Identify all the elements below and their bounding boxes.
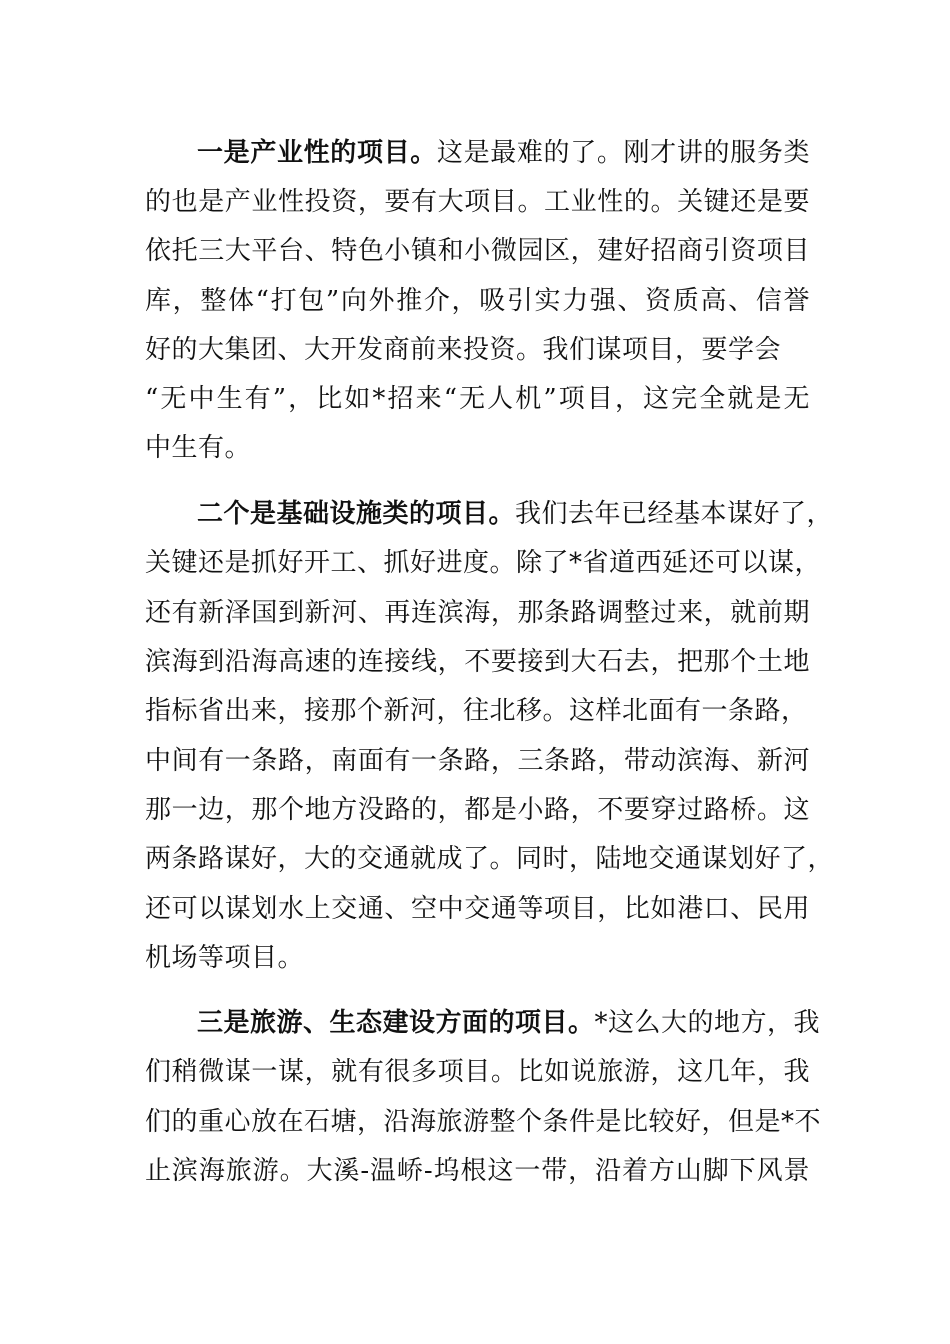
paragraph-1-heading: 一是产业性的项目。 [197, 138, 437, 168]
paragraph-1-line-1 [197, 128, 810, 178]
paragraph-2-line-6: 中间有一条路，南面有一条路，三条路，带动滨海、新河 [145, 746, 810, 776]
paragraph-1-line-3: 依托三大平台、特色小镇和小微园区，建好招商引资项目 [145, 236, 810, 266]
paragraph-1-line-7: 中生有。 [145, 433, 252, 463]
paragraph-2-text: 我们去年已经基本谋好了， [515, 499, 834, 529]
paragraph-1-line-6: “无中生有”，比如*招来“无人机”项目，这完全就是无 [145, 384, 810, 414]
paragraph-2-line-8: 两条路谋好，大的交通就成了。同时，陆地交通谋划好了， [145, 844, 835, 874]
paragraph-3-text: *这么大的地方，我 [594, 1008, 821, 1038]
paragraph-3-line-4: 止滨海旅游。大溪-温峤-坞根这一带，沿着方山脚下风景 [145, 1156, 810, 1186]
paragraph-2-line-1 [197, 489, 834, 539]
paragraph-1-line-4: 库，整体“打包”向外推介，吸引实力强、资质高、信誉 [145, 286, 810, 316]
paragraph-3-heading: 三是旅游、生态建设方面的项目。 [197, 1008, 595, 1038]
paragraph-2-line-7: 那一边，那个地方没路的，都是小路，不要穿过路桥。这 [145, 795, 810, 825]
paragraph-3-line-1 [197, 998, 821, 1048]
paragraph-2-heading: 二个是基础设施类的项目。 [197, 499, 516, 529]
paragraph-1-line-5: 好的大集团、大开发商前来投资。我们谋项目，要学会 [145, 335, 782, 365]
paragraph-2-line-9: 还可以谋划水上交通、空中交通等项目，比如港口、民用 [145, 894, 810, 924]
paragraph-3-line-2: 们稍微谋一谋，就有很多项目。比如说旅游，这几年，我 [145, 1057, 810, 1087]
paragraph-3-line-3: 们的重心放在石塘，沿海旅游整个条件是比较好，但是*不 [145, 1107, 822, 1137]
paragraph-2-line-2: 关键还是抓好开工、抓好进度。除了*省道西延还可以谋， [145, 548, 822, 578]
paragraph-2-line-5: 指标省出来，接那个新河，往北移。这样北面有一条路， [145, 696, 808, 726]
paragraph-2-line-4: 滨海到沿海高速的连接线，不要接到大石去，把那个土地 [145, 647, 810, 677]
paragraph-1-line-2: 的也是产业性投资，要有大项目。工业性的。关键还是要 [145, 187, 810, 217]
paragraph-2-line-3: 还有新泽国到新河、再连滨海，那条路调整过来，就前期 [145, 598, 810, 628]
paragraph-1-text: 这是最难的了。刚才讲的服务类 [436, 138, 810, 168]
paragraph-2-line-10: 机场等项目。 [145, 943, 305, 973]
